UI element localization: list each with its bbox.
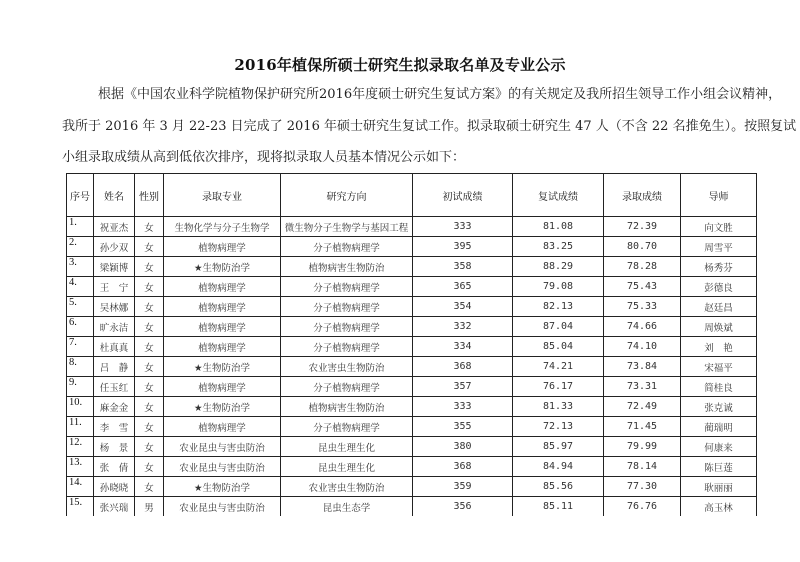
retest-score: 88.29 [513,257,604,277]
supervisor: 杨秀芬 [681,257,757,277]
final-score: 78.28 [604,257,681,277]
research-direction: 分子植物病理学 [281,417,413,437]
retest-score: 87.04 [513,317,604,337]
retest-score: 81.33 [513,397,604,417]
student-name: 张兴瑞 [94,497,135,517]
row-index: 14. [67,477,94,497]
table-row [67,297,757,317]
header-supervisor: 导师 [681,174,757,217]
header-retest-score: 复试成绩 [513,174,604,217]
initial-score: 332 [413,317,513,337]
row-index: 2. [67,237,94,257]
row-index: 9. [67,377,94,397]
table-row [67,277,757,297]
supervisor: 高玉林 [681,497,757,517]
student-name: 杨 景 [94,437,135,457]
student-name: 任玉红 [94,377,135,397]
table-row [67,417,757,437]
row-index: 11. [67,417,94,437]
student-name: 麻金金 [94,397,135,417]
student-name: 吕 静 [94,357,135,377]
research-direction: 昆虫生态学 [281,497,413,517]
retest-score: 79.08 [513,277,604,297]
student-name: 吴林娜 [94,297,135,317]
initial-score: 333 [413,217,513,237]
supervisor: 彭德良 [681,277,757,297]
student-name: 孙少双 [94,237,135,257]
intro-paragraph-line-3: 小组录取成绩从高到低依次排序，现将拟录取人员基本情况公示如下： [62,150,466,165]
gender: 女 [135,357,164,377]
retest-score: 82.13 [513,297,604,317]
header-major: 录取专业 [164,174,281,217]
research-direction: 分子植物病理学 [281,337,413,357]
gender: 女 [135,377,164,397]
initial-score: 380 [413,437,513,457]
major: 植物病理学 [164,317,281,337]
retest-score: 85.11 [513,497,604,517]
retest-score: 83.25 [513,237,604,257]
admission-table [66,173,757,516]
initial-score: 368 [413,357,513,377]
research-direction: 微生物分子生物学与基因工程 [281,217,413,237]
gender: 男 [135,497,164,517]
table-row [67,357,757,377]
row-index: 8. [67,357,94,377]
header-name: 姓名 [94,174,135,217]
student-name: 张 倩 [94,457,135,477]
initial-score: 356 [413,497,513,517]
final-score: 74.66 [604,317,681,337]
research-direction: 昆虫生理生化 [281,437,413,457]
major: 植物病理学 [164,277,281,297]
supervisor: 耿丽丽 [681,477,757,497]
retest-score: 84.94 [513,457,604,477]
table-row [67,317,757,337]
research-direction: 农业害虫生物防治 [281,357,413,377]
final-score: 71.45 [604,417,681,437]
row-index: 3. [67,257,94,277]
major: 植物病理学 [164,337,281,357]
intro-paragraph-line-2: 我所于 2016 年 3 月 22-23 日完成了 2016 年硕士研究生复试工作。拟录取硕士研究生 47 人（不含 22 名推免生）。按照复试 [62,119,797,134]
student-name: 旷永洁 [94,317,135,337]
major: 植物病理学 [164,237,281,257]
major: ★生物防治学 [164,257,281,277]
initial-score: 358 [413,257,513,277]
retest-score: 81.08 [513,217,604,237]
row-index: 10. [67,397,94,417]
research-direction: 分子植物病理学 [281,377,413,397]
supervisor: 宋福平 [681,357,757,377]
supervisor: 周焕斌 [681,317,757,337]
initial-score: 333 [413,397,513,417]
final-score: 75.43 [604,277,681,297]
research-direction: 分子植物病理学 [281,237,413,257]
gender: 女 [135,417,164,437]
table-row [67,337,757,357]
supervisor: 陈巨莲 [681,457,757,477]
initial-score: 359 [413,477,513,497]
table-row [67,217,757,237]
final-score: 78.14 [604,457,681,477]
major: 农业昆虫与害虫防治 [164,437,281,457]
row-index: 13. [67,457,94,477]
research-direction: 昆虫生理生化 [281,457,413,477]
header-final-score: 录取成绩 [604,174,681,217]
final-score: 77.30 [604,477,681,497]
research-direction: 分子植物病理学 [281,317,413,337]
supervisor: 简桂良 [681,377,757,397]
research-direction: 农业害虫生物防治 [281,477,413,497]
initial-score: 354 [413,297,513,317]
header-initial-score: 初试成绩 [413,174,513,217]
major: ★生物防治学 [164,397,281,417]
final-score: 73.31 [604,377,681,397]
header-gender: 性别 [135,174,164,217]
table-row [67,497,757,517]
supervisor: 张克诚 [681,397,757,417]
gender: 女 [135,257,164,277]
final-score: 73.84 [604,357,681,377]
gender: 女 [135,457,164,477]
final-score: 72.49 [604,397,681,417]
research-direction: 植物病害生物防治 [281,257,413,277]
gender: 女 [135,337,164,357]
final-score: 80.70 [604,237,681,257]
major: 植物病理学 [164,377,281,397]
final-score: 72.39 [604,217,681,237]
supervisor: 刘 艳 [681,337,757,357]
final-score: 74.10 [604,337,681,357]
document-title: 2016年植保所硕士研究生拟录取名单及专业公示 [234,56,566,74]
research-direction: 植物病害生物防治 [281,397,413,417]
major: 植物病理学 [164,417,281,437]
gender: 女 [135,277,164,297]
retest-score: 72.13 [513,417,604,437]
row-index: 15. [67,497,94,517]
student-name: 李 雪 [94,417,135,437]
table-row [67,457,757,477]
row-index: 4. [67,277,94,297]
major: 生物化学与分子生物学 [164,217,281,237]
retest-score: 85.97 [513,437,604,457]
table-row [67,437,757,457]
final-score: 79.99 [604,437,681,457]
retest-score: 74.21 [513,357,604,377]
gender: 女 [135,397,164,417]
student-name: 杜真真 [94,337,135,357]
research-direction: 分子植物病理学 [281,297,413,317]
supervisor: 周雪平 [681,237,757,257]
gender: 女 [135,317,164,337]
header-index: 序号 [67,174,94,217]
major: 植物病理学 [164,297,281,317]
retest-score: 85.56 [513,477,604,497]
gender: 女 [135,237,164,257]
header-research-direction: 研究方向 [281,174,413,217]
row-index: 1. [67,217,94,237]
gender: 女 [135,297,164,317]
table-row [67,397,757,417]
gender: 女 [135,217,164,237]
gender: 女 [135,477,164,497]
table-row [67,257,757,277]
row-index: 5. [67,297,94,317]
research-direction: 分子植物病理学 [281,277,413,297]
supervisor: 赵廷昌 [681,297,757,317]
intro-paragraph-line-1: 根据《中国农业科学院植物保护研究所2016年度硕士研究生复试方案》的有关规定及我所招生领导工作小组会议精神， [98,87,782,102]
student-name: 孙晓晓 [94,477,135,497]
initial-score: 357 [413,377,513,397]
supervisor: 向文胜 [681,217,757,237]
major: ★生物防治学 [164,477,281,497]
final-score: 76.76 [604,497,681,517]
major: 农业昆虫与害虫防治 [164,497,281,517]
initial-score: 355 [413,417,513,437]
initial-score: 395 [413,237,513,257]
major: 农业昆虫与害虫防治 [164,457,281,477]
table-header-row [67,174,757,217]
supervisor: 蔺瑞明 [681,417,757,437]
row-index: 7. [67,337,94,357]
retest-score: 85.04 [513,337,604,357]
supervisor: 何康来 [681,437,757,457]
final-score: 75.33 [604,297,681,317]
table-row [67,477,757,497]
major: ★生物防治学 [164,357,281,377]
student-name: 祝亚杰 [94,217,135,237]
initial-score: 365 [413,277,513,297]
initial-score: 368 [413,457,513,477]
initial-score: 334 [413,337,513,357]
table-row [67,377,757,397]
student-name: 梁颖博 [94,257,135,277]
row-index: 12. [67,437,94,457]
table-row [67,237,757,257]
retest-score: 76.17 [513,377,604,397]
gender: 女 [135,437,164,457]
student-name: 王 宁 [94,277,135,297]
row-index: 6. [67,317,94,337]
